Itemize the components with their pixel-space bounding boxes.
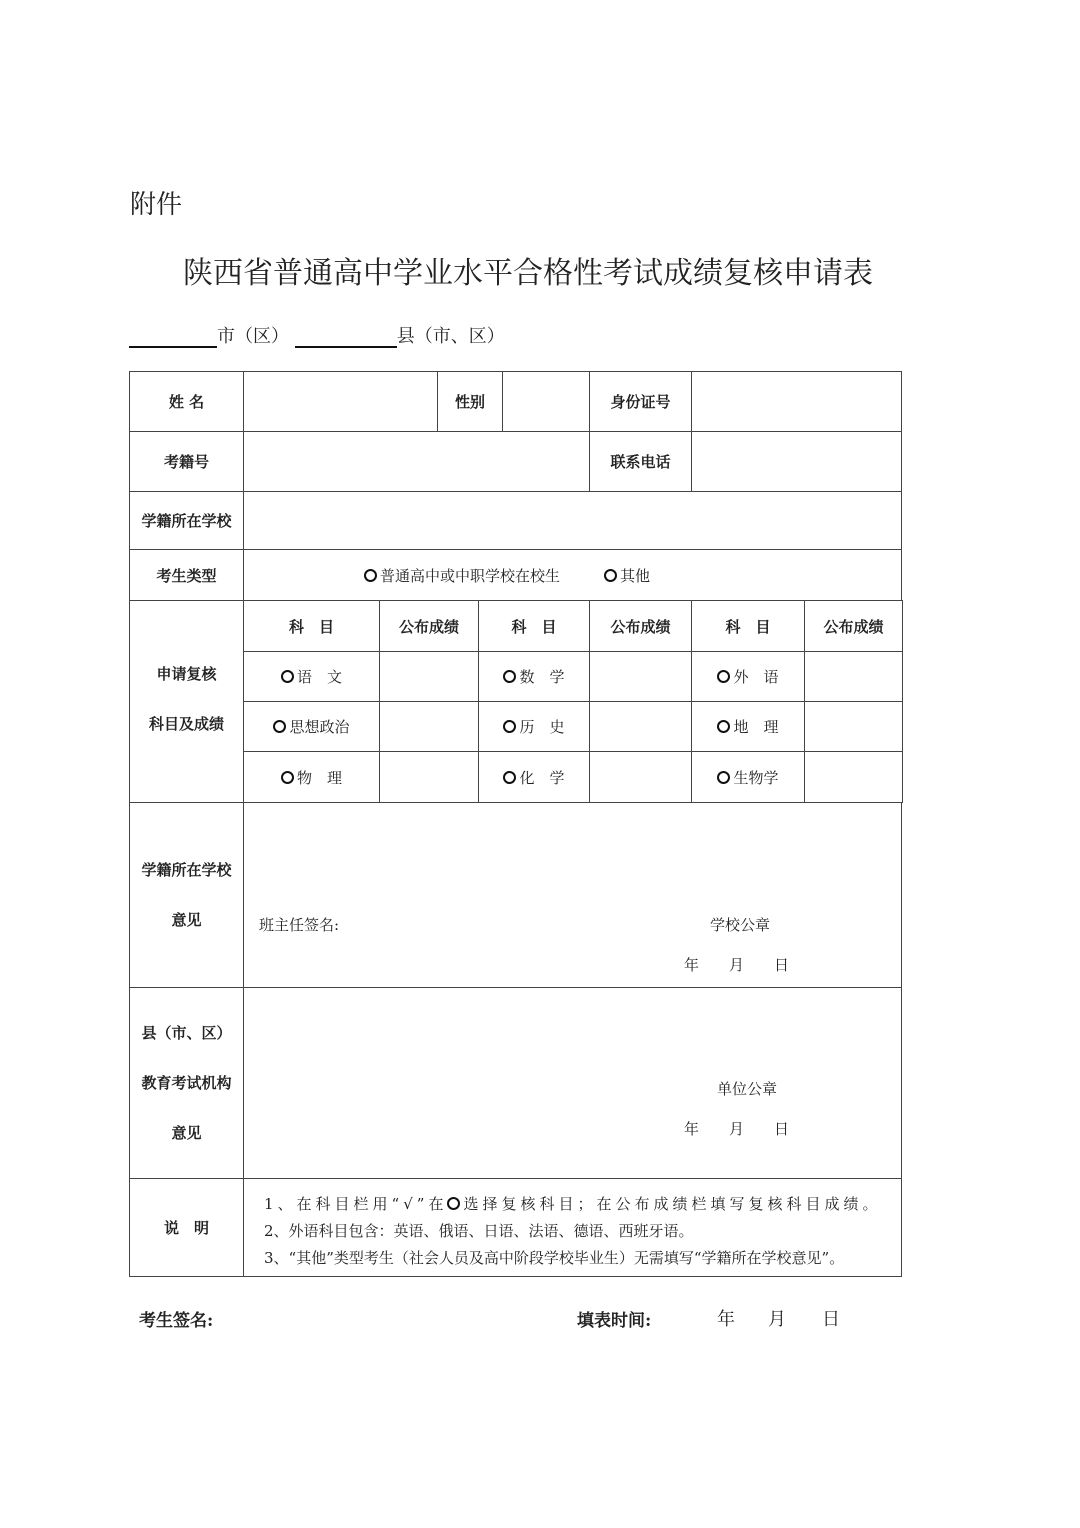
option-label: 普通高中或中职学校在校生 [380,566,561,585]
county-date: 年 月 日 [684,1120,790,1138]
radio-icon [364,569,377,582]
name-label: 姓 名 [129,371,244,432]
subject-option[interactable] [478,651,590,702]
radio-icon [273,720,286,733]
day-label: 日 [822,1309,840,1330]
score-field[interactable] [804,701,903,752]
label-line: 教育考试机构 [141,1074,232,1092]
score-field[interactable] [589,751,692,803]
teacher-signature-label: 班主任签名: [259,916,340,934]
note-1a: 1、在科目栏用“√”在 [264,1195,448,1213]
location-line [129,322,505,348]
score-field[interactable] [379,751,479,803]
month-label: 月 [768,1309,786,1330]
score-field[interactable] [804,651,903,702]
radio-icon [281,771,294,784]
radio-icon [447,1197,460,1210]
school-opinion-label [129,802,244,988]
label-line: 意见 [171,911,202,929]
subjects-label [129,600,244,803]
score-field[interactable] [589,701,692,752]
county-label: 县（市、区） [396,326,505,347]
radio-icon [717,720,730,733]
subject-column-header [691,600,805,652]
radio-icon [604,569,617,582]
header-text: 科 目 [725,617,771,636]
note-2: 2、外语科目包含：英语、俄语、日语、法语、德语、西班牙语。 [264,1222,694,1240]
subject-option[interactable] [243,751,380,803]
school-opinion-field[interactable] [243,802,902,988]
id-field[interactable] [691,371,902,432]
county-blank[interactable] [295,326,397,348]
header-text: 科 目 [288,617,334,636]
note-1b: 选择复核科目；在公布成绩栏填写复核科目成绩。 [463,1195,882,1213]
type-options [243,549,902,601]
score-field[interactable] [379,701,479,752]
subject-label: 语 文 [296,668,342,686]
city-label: 市（区） [217,326,289,347]
subject-column-header [478,600,590,652]
radio-icon [503,771,516,784]
unit-seal-label: 单位公章 [717,1080,778,1098]
student-signature-label: 考生签名: [139,1311,214,1331]
subject-label: 外 语 [733,668,779,686]
form-title: 陕西省普通高中学业水平合格性考试成绩复核申请表 [183,256,873,291]
option-label: 其他 [620,566,651,585]
header-text: 公布成绩 [823,617,884,636]
notes-label: 说 明 [129,1178,244,1277]
score-field[interactable] [379,651,479,702]
attachment-label: 附件 [130,190,183,220]
score-column-header [804,600,903,652]
subject-label: 化 学 [519,768,565,787]
label-line: 县（市、区） [141,1024,232,1042]
subject-option[interactable] [478,701,590,752]
id-label: 身份证号 [589,371,692,432]
subject-label: 物 理 [296,768,342,787]
score-field[interactable] [804,751,903,803]
type-label: 考生类型 [129,549,244,601]
fill-time-label: 填表时间: [577,1311,652,1331]
school-label: 学籍所在学校 [129,491,244,550]
subject-label: 历 史 [519,718,565,736]
header-text: 公布成绩 [398,617,459,636]
phone-field[interactable] [691,431,902,492]
subject-column-header [243,600,380,652]
school-field[interactable] [243,491,902,550]
county-opinion-label [129,987,244,1179]
subjects-label-line1: 申请复核 [156,665,217,683]
subject-option[interactable] [243,701,380,752]
notes-content [243,1178,902,1277]
subject-label: 地 理 [733,718,779,736]
subject-label: 数 学 [519,668,565,686]
score-column-header [589,600,692,652]
score-field[interactable] [589,651,692,702]
year-label: 年 [717,1309,735,1330]
phone-label: 联系电话 [589,431,692,492]
subject-option[interactable] [243,651,380,702]
gender-field[interactable] [502,371,590,432]
header-text: 公布成绩 [610,617,671,636]
subject-label: 思想政治 [289,718,350,736]
city-blank[interactable] [129,326,217,348]
name-field[interactable] [243,371,438,432]
subjects-label-line2: 科目及成绩 [148,715,224,733]
note-3: 3、“其他”类型考生（社会人员及高中阶段学校毕业生）无需填写“学籍所在学校意见”。 [264,1249,845,1267]
subject-option[interactable] [691,751,805,803]
label-line: 学籍所在学校 [141,861,232,879]
subject-label: 生物学 [733,768,779,787]
label-line: 意见 [171,1124,202,1142]
radio-icon [717,771,730,784]
score-column-header [379,600,479,652]
exam-no-field[interactable] [243,431,590,492]
radio-icon [717,670,730,683]
radio-icon [281,670,294,683]
type-option-other[interactable] [604,565,650,586]
radio-icon [503,720,516,733]
type-option-student[interactable] [364,565,560,586]
gender-label: 性别 [437,371,503,432]
header-text: 科 目 [511,617,557,636]
school-date: 年 月 日 [684,956,790,974]
exam-no-label: 考籍号 [129,431,244,492]
subject-option[interactable] [691,651,805,702]
subject-option[interactable] [691,701,805,752]
school-seal-label: 学校公章 [710,916,771,934]
subject-option[interactable] [478,751,590,803]
county-opinion-field[interactable] [243,987,902,1179]
radio-icon [503,670,516,683]
